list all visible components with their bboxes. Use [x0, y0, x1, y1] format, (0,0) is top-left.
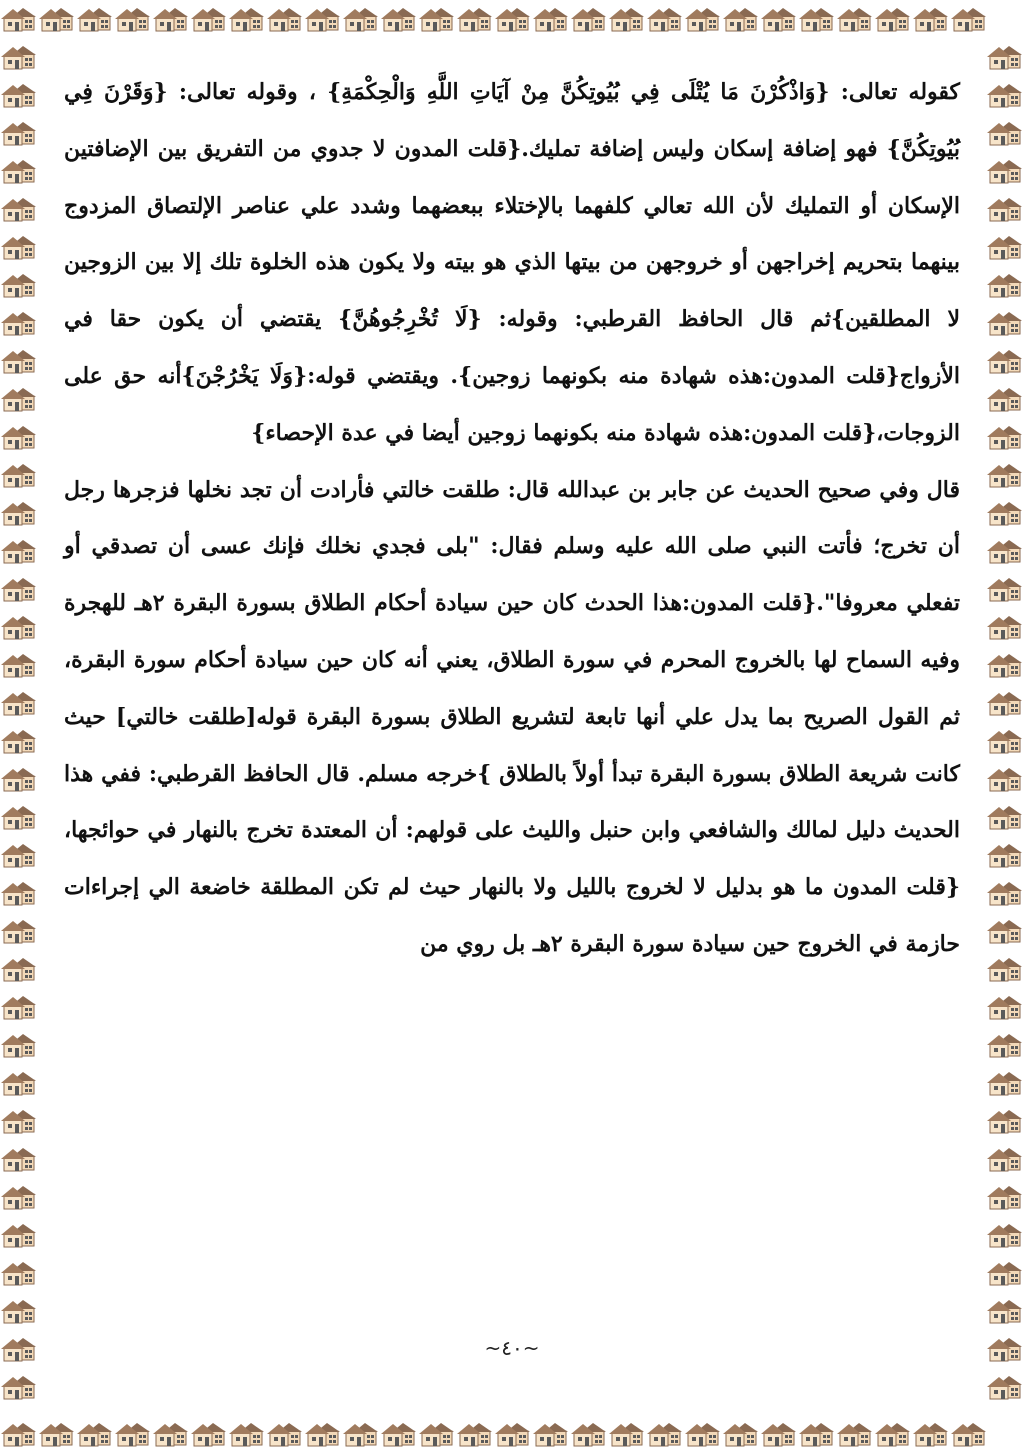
- house-icon: [1, 46, 36, 69]
- house-icon: [987, 312, 1022, 335]
- house-icon: [1, 1186, 36, 1209]
- house-icon: [987, 464, 1022, 487]
- house-icon: [77, 1423, 112, 1446]
- house-icon: [39, 8, 74, 31]
- house-icon: [39, 1423, 74, 1446]
- house-icon: [229, 8, 264, 31]
- house-icon: [1, 236, 36, 259]
- house-icon: [1, 920, 36, 943]
- house-icon: [1, 274, 36, 297]
- house-icon: [761, 8, 796, 31]
- house-icon: [1, 122, 36, 145]
- house-icon: [987, 502, 1022, 525]
- house-icon: [913, 8, 948, 31]
- house-icon: [837, 8, 872, 31]
- house-icon: [987, 198, 1022, 221]
- house-icon: [115, 1423, 150, 1446]
- house-icon: [305, 1423, 340, 1446]
- house-icon: [685, 1423, 720, 1446]
- house-icon: [1, 1072, 36, 1095]
- house-icon: [1, 8, 36, 31]
- house-icon: [987, 46, 1022, 69]
- house-icon: [267, 1423, 302, 1446]
- house-icon: [685, 8, 720, 31]
- house-icon: [1, 844, 36, 867]
- house-icon: [1, 502, 36, 525]
- house-icon: [1, 464, 36, 487]
- house-icon: [987, 122, 1022, 145]
- house-icon: [1, 616, 36, 639]
- house-icon: [191, 8, 226, 31]
- house-icon: [267, 8, 302, 31]
- house-icon: [951, 1423, 986, 1446]
- house-icon: [1, 160, 36, 183]
- house-icon: [495, 1423, 530, 1446]
- house-icon: [987, 350, 1022, 373]
- house-icon: [1, 1034, 36, 1057]
- house-icon: [1, 1376, 36, 1399]
- house-icon: [1, 1262, 36, 1285]
- house-icon: [1, 388, 36, 411]
- house-icon: [153, 1423, 188, 1446]
- house-icon: [951, 8, 986, 31]
- house-icon: [1, 692, 36, 715]
- house-icon: [987, 1262, 1022, 1285]
- house-icon: [987, 1376, 1022, 1399]
- paragraph-2: قال وفي صحيح الحديث عن جابر بن عبدالله قال: طلقت خالتي فأرادت أن تجد نخلها فزجرها رجل أن تخرج؛ فأتت النبي صلى الله عليه وسلم فقال: "بلى فجدي نخلك فإنك عسى أن تصدقي أو تفعلي معروفا".{قلت المدون:هذا الحدث كان حين سيادة أحكام الطلاق بسورة البقرة ٢هـ للهجرة وفيه السماح لها بالخروج المحرم في سورة الطلاق، يعني أنه كان حين سيادة أحكام سورة البقرة، ثم القول الصريح بما يدل علي أنها تابعة لتشريع الطلاق بسورة البقرة قوله[طلقت خالتي] حيث كانت شريعة الطلاق بسورة البقرة تبدأ أولاً بالطلاق }خرجه مسلم. قال الحافظ القرطبي: ففي هذا الحديث دليل لمالك والشافعي وابن حنبل والليث على قولهم: أن المعتدة تخرج بالنهار في حوائجها،{قلت المدون ما هو بدليل لا لخروج بالليل ولا بالنهار حيث لم تكن المطلقة خاضعة الي إجراءات حازمة في الخروج حين سيادة سورة البقرة ٢هـ بل روي من: [64, 476, 960, 957]
- house-icon: [305, 8, 340, 31]
- house-icon: [987, 1186, 1022, 1209]
- house-icon: [1, 654, 36, 677]
- paragraph-1: كقوله تعالى: {وَاذْكُرْنَ مَا يُتْلَى فِي بُيُوتِكُنَّ مِنْ آيَاتِ اللَّهِ وَالْحِكْمَةِ} ، وقوله تعالى: {وَقَرْنَ فِي بُيُوتِكُنَّ} فهو إضافة إسكان وليس إضافة تمليك.{قلت المدون لا جدوي من التفريق بين الإضافتين الإسكان أو التمليك لأن الله تعالي كلفهما بالإختلاء ببعضهما وشدد علي عناصر الإلتصاق المزدوج بينهما بتحريم إخراجهن أو خروجهن من بيتها الذي هو بيته ولا يكون هذه الخلوة تلك إلا بين الزوجين لا المطلقين}ثم قال الحافظ القرطبي: وقوله: {لَا تُخْرِجُوهُنَّ} يقتضي أن يكون حقا في الأزواج{قلت المدون:هذه شهادة منه بكونهما زوجين}. ويقتضي قوله:{وَلَا يَخْرُجْنَ}أنه حق على الزوجات،{قلت المدون:هذه شهادة منه بكونهما زوجين أيضا في عدة الإحصاء}: [64, 79, 961, 446]
- house-icon: [987, 806, 1022, 829]
- house-icon: [987, 1034, 1022, 1057]
- house-icon: [609, 8, 644, 31]
- house-icon: [571, 8, 606, 31]
- house-icon: [457, 1423, 492, 1446]
- house-icon: [1, 1224, 36, 1247]
- house-icon: [1, 1423, 36, 1446]
- house-icon: [875, 1423, 910, 1446]
- house-icon: [1, 426, 36, 449]
- house-icon: [987, 84, 1022, 107]
- house-icon: [1, 958, 36, 981]
- house-icon: [419, 1423, 454, 1446]
- house-icon: [913, 1423, 948, 1446]
- house-icon: [987, 1110, 1022, 1133]
- house-icon: [1, 996, 36, 1019]
- house-icon: [1, 806, 36, 829]
- house-icon: [1, 84, 36, 107]
- house-icon: [987, 578, 1022, 601]
- document-body: [64, 64, 960, 973]
- house-icon: [987, 236, 1022, 259]
- house-icon: [987, 1300, 1022, 1323]
- house-icon: [723, 1423, 758, 1446]
- house-icon: [987, 996, 1022, 1019]
- house-icon: [1, 312, 36, 335]
- house-icon: [837, 1423, 872, 1446]
- house-icon: [987, 730, 1022, 753]
- house-icon: [987, 1224, 1022, 1247]
- house-icon: [723, 8, 758, 31]
- house-icon: [495, 8, 530, 31]
- house-icon: [987, 540, 1022, 563]
- house-icon: [987, 1072, 1022, 1095]
- house-icon: [987, 1148, 1022, 1171]
- house-icon: [987, 616, 1022, 639]
- house-icon: [987, 388, 1022, 411]
- house-icon: [1, 768, 36, 791]
- house-icon: [533, 8, 568, 31]
- house-icon: [77, 8, 112, 31]
- house-icon: [987, 844, 1022, 867]
- house-icon: [987, 274, 1022, 297]
- house-icon: [115, 8, 150, 31]
- house-icon: [987, 768, 1022, 791]
- house-icon: [1, 1148, 36, 1171]
- house-icon: [1, 730, 36, 753]
- house-icon: [1, 1300, 36, 1323]
- house-icon: [343, 8, 378, 31]
- house-icon: [533, 1423, 568, 1446]
- house-icon: [381, 1423, 416, 1446]
- house-icon: [419, 8, 454, 31]
- house-icon: [1, 882, 36, 905]
- house-icon: [987, 692, 1022, 715]
- house-icon: [1, 578, 36, 601]
- house-icon: [229, 1423, 264, 1446]
- house-icon: [571, 1423, 606, 1446]
- house-icon: [191, 1423, 226, 1446]
- house-icon: [987, 160, 1022, 183]
- house-icon: [1, 350, 36, 373]
- house-icon: [1, 198, 36, 221]
- house-icon: [799, 1423, 834, 1446]
- house-icon: [799, 8, 834, 31]
- house-icon: [987, 882, 1022, 905]
- page-number: ~٤٠~: [484, 1336, 540, 1360]
- house-icon: [647, 1423, 682, 1446]
- house-icon: [381, 8, 416, 31]
- house-icon: [343, 1423, 378, 1446]
- house-icon: [987, 654, 1022, 677]
- house-icon: [761, 1423, 796, 1446]
- house-icon: [1, 540, 36, 563]
- house-icon: [987, 426, 1022, 449]
- house-icon: [875, 8, 910, 31]
- house-icon: [457, 8, 492, 31]
- house-icon: [987, 958, 1022, 981]
- house-icon: [987, 920, 1022, 943]
- house-icon: [609, 1423, 644, 1446]
- house-icon: [1, 1110, 36, 1133]
- house-icon: [153, 8, 188, 31]
- house-icon: [647, 8, 682, 31]
